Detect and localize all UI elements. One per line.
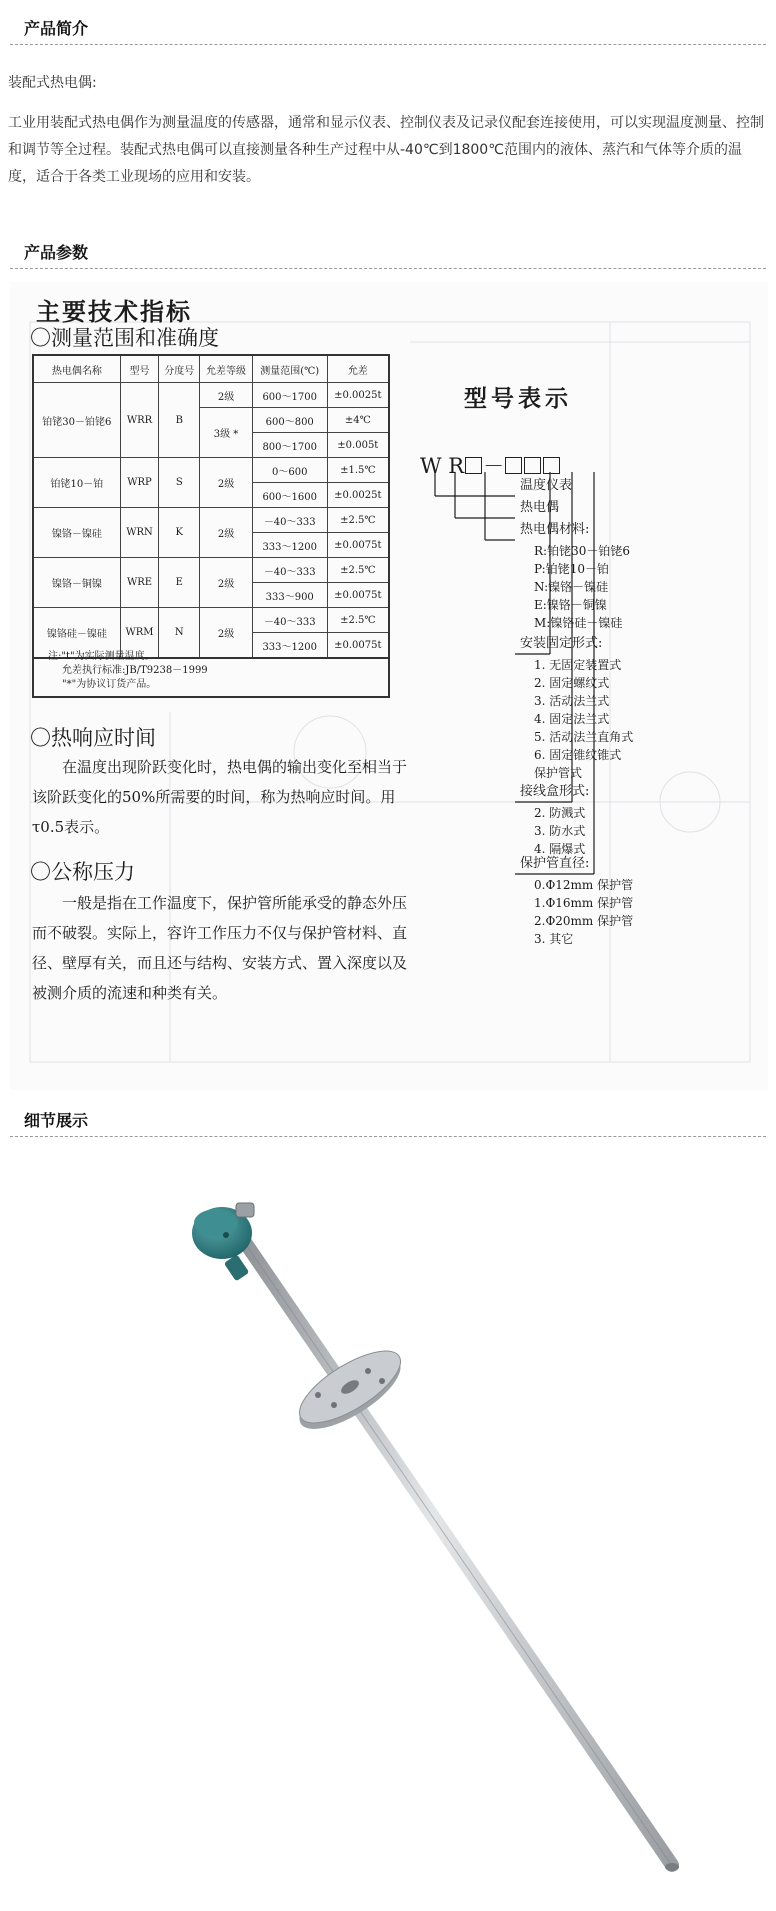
tolerance-cell: ±0.005t [327, 433, 389, 458]
thermocouple-name-cell: 镍铬－铜镍 [33, 558, 120, 608]
tolerance-cell: ±0.0025t [327, 483, 389, 508]
model-code-prefix: W R [420, 454, 465, 478]
model-legend-item: 保护管式 [534, 766, 583, 780]
tolerance-grade-cell: 2级 [200, 608, 253, 659]
index-no-cell: N [159, 608, 200, 659]
table-row [33, 508, 389, 533]
table-row [33, 383, 389, 408]
section-title: 细节展示 [24, 1111, 89, 1130]
tolerance-cell: ±0.0075t [327, 633, 389, 659]
tolerance-grade-cell: 2级 [200, 458, 253, 508]
model-legend-item: 1. 无固定装置式 [534, 658, 622, 672]
range-cell: 0～600 [252, 458, 327, 483]
thermocouple-name-cell: 镍铬硅－镍硅 [33, 608, 120, 659]
product-name-line: 装配式热电偶: [8, 75, 97, 91]
range-cell: 333～1200 [252, 633, 327, 659]
spec-main-title: 主要技术指标 [36, 297, 192, 326]
spec-sheet-image [10, 282, 768, 1090]
model-legend-item: 2. 防溅式 [534, 806, 586, 820]
index-no-cell: E [159, 558, 200, 608]
table-row [33, 608, 389, 633]
response-time-title: 〇热响应时间 [30, 726, 156, 750]
code-slot-box [505, 457, 522, 474]
index-no-cell: K [159, 508, 200, 558]
section-title: 产品简介 [24, 19, 89, 38]
junction-box-head [192, 1203, 254, 1281]
code-slot-box [465, 457, 482, 474]
model-legend-item: 3. 其它 [534, 932, 574, 946]
note-line: "*"为协议订货产品。 [62, 679, 157, 690]
model-cell: WRE [120, 558, 159, 608]
model-legend-item: P:铂铑10－铂 [534, 562, 609, 576]
probe-rod [238, 1233, 672, 1865]
model-legend-item: 4. 隔爆式 [534, 842, 586, 856]
col-header: 型号 [120, 355, 159, 383]
model-cell: WRN [120, 508, 159, 558]
tolerance-grade-cell: 2级 [200, 508, 253, 558]
spec-table-header-row [33, 355, 389, 383]
range-cell: 333～900 [252, 583, 327, 608]
section-title: 产品参数 [24, 243, 89, 262]
response-time-text: 在温度出现阶跃变化时，热电偶的输出变化至相当于该阶跃变化的50%所需要的时间，称为热响应时间。用τ0.5表示。 [32, 758, 408, 836]
model-legend-item: 3. 活动法兰式 [534, 694, 610, 708]
model-legend-label: 温度仪表 [520, 478, 573, 493]
range-cell: 600～800 [252, 408, 327, 433]
code-dash: － [483, 454, 505, 478]
range-cell: 333～1200 [252, 533, 327, 558]
model-legend-label: 热电偶 [520, 500, 560, 515]
tolerance-cell: ±0.0025t [327, 383, 389, 408]
table-row [33, 458, 389, 483]
index-no-cell: B [159, 383, 200, 458]
thermocouple-product-image [0, 1175, 776, 1911]
thermocouple-name-cell: 镍铬－镍硅 [33, 508, 120, 558]
model-cell: WRM [120, 608, 159, 659]
range-cell: 600～1600 [252, 483, 327, 508]
model-legend-item: 2.Φ20mm 保护管 [534, 914, 634, 928]
table-row [33, 558, 389, 583]
model-legend-item: 6. 固定锥纹锥式 [534, 748, 622, 762]
model-legend-label: 热电偶材料: [520, 522, 590, 537]
range-cell: －40～333 [252, 558, 327, 583]
range-cell: 600～1700 [252, 383, 327, 408]
code-slot-box [524, 457, 541, 474]
range-cell: －40～333 [252, 608, 327, 633]
thermocouple-name-cell: 铂铑30－铂铑6 [33, 383, 120, 458]
intro-text-block [8, 70, 768, 191]
col-header: 分度号 [159, 355, 200, 383]
model-cell: WRP [120, 458, 159, 508]
col-header: 测量范围(℃) [252, 355, 327, 383]
section-header-intro [10, 8, 766, 45]
section-header-params [10, 232, 766, 269]
tolerance-cell: ±4℃ [327, 408, 389, 433]
nominal-pressure-title: 〇公称压力 [30, 860, 135, 884]
model-legend-item: R:铂铑30－铂铑6 [534, 544, 630, 558]
model-code-title: 型号表示 [464, 385, 572, 412]
model-legend-label: 保护管直径: [520, 856, 590, 871]
flange [289, 1338, 411, 1443]
tolerance-grade-cell: 2级 [200, 558, 253, 608]
model-legend-item: 2. 固定螺纹式 [534, 676, 610, 690]
model-legend-label: 接线盒形式: [520, 784, 590, 799]
range-cell: －40～333 [252, 508, 327, 533]
model-legend-item: 0.Φ12mm 保护管 [534, 878, 634, 892]
spec-table-notes [48, 650, 208, 692]
col-header: 允差等级 [200, 355, 253, 383]
product-description: 工业用装配式热电偶作为测量温度的传感器，通常和显示仪表、控制仪表及记录仪配套连接使用，可以实现温度测量、控制和调节等全过程。装配式热电偶可以直接测量各种生产过程中从-40℃到1800℃范围内的液体、蒸汽和气体等介质的温度，适合于各类工业现场的应用和安装。 [8, 115, 764, 185]
tolerance-grade-cell: 2级 [200, 383, 253, 408]
model-cell: WRR [120, 383, 159, 458]
model-legend-label: 安装固定形式: [520, 636, 603, 651]
nominal-pressure-text: 一般是指在工作温度下，保护管所能承受的静态外压而不破裂。实际上，容许工作压力不仅与保护管材料、直径、壁厚有关，而且还与结构、安装方式、置入深度以及被测介质的流速和种类有关。 [32, 894, 408, 1002]
note-line: 注:"t"为实际测量温度。 [48, 651, 155, 662]
probe-tip [665, 1863, 679, 1871]
col-header: 热电偶名称 [33, 355, 120, 383]
spec-table [32, 354, 390, 659]
tolerance-cell: ±2.5℃ [327, 608, 389, 633]
thermocouple-name-cell: 铂铑10－铂 [33, 458, 120, 508]
tolerance-cell: ±1.5℃ [327, 458, 389, 483]
tolerance-cell: ±2.5℃ [327, 508, 389, 533]
index-no-cell: S [159, 458, 200, 508]
tolerance-cell: ±0.0075t [327, 583, 389, 608]
model-legend-item: 3. 防水式 [534, 824, 586, 838]
col-header: 允差 [327, 355, 389, 383]
model-legend-item: 1.Φ16mm 保护管 [534, 896, 634, 910]
tolerance-cell: ±0.0075t [327, 533, 389, 558]
model-legend-item: 5. 活动法兰直角式 [534, 730, 634, 744]
tolerance-cell: ±2.5℃ [327, 558, 389, 583]
model-legend-item: M:镍铬硅－镍硅 [534, 616, 623, 630]
range-cell: 800～1700 [252, 433, 327, 458]
model-legend-item: 4. 固定法兰式 [534, 712, 610, 726]
code-slot-box [543, 457, 560, 474]
model-legend-item: N:镍铬－镍硅 [534, 580, 609, 594]
model-legend-item: E:镍铬－铜镍 [534, 598, 607, 612]
note-line: 允差执行标准:JB/T9238－1999 [62, 665, 208, 676]
section-header-detail [10, 1100, 766, 1137]
tolerance-grade-cell: 3级 * [200, 408, 253, 458]
range-accuracy-title: 〇测量范围和准确度 [30, 326, 219, 350]
